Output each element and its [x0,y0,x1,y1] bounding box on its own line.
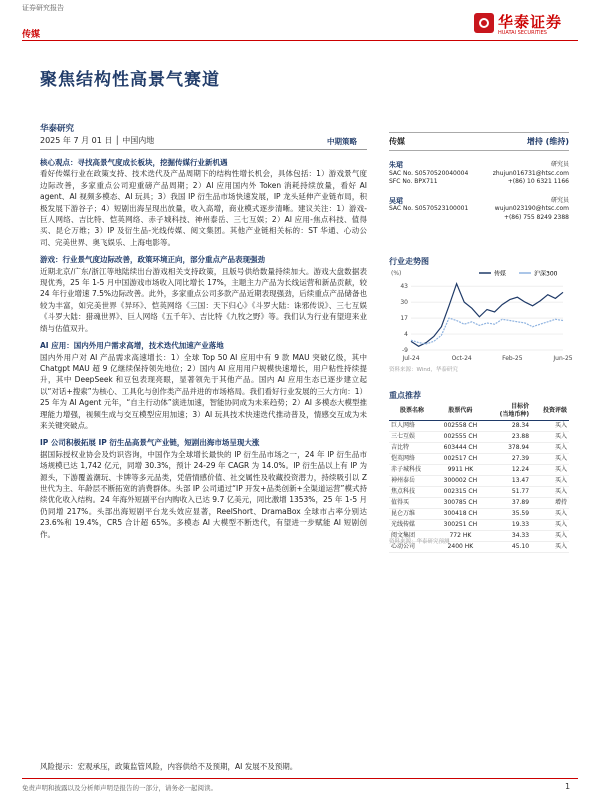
investment-rating: 买入 [531,443,569,454]
col-header-target-bottom: (当地币种) [499,411,530,418]
y-tick-label: -9 [402,347,408,354]
strategy-label: 中期策略 [327,137,357,146]
stock-code: 002555 CH [435,432,486,443]
analyst-sac: SAC No. S0570523100001 [389,205,469,212]
analyst-sfc: SFC No. BPX711 [389,178,438,185]
section-heading-games: 游戏：行业景气度边际改善，政策环境正向，部分重点产品表现强劲 [40,255,265,265]
table-row [389,487,569,498]
stock-name: 昆仑万维 [389,509,435,520]
investment-rating: 买入 [531,509,569,520]
logo-text: 华泰证券 [498,13,563,31]
stock-name: 恺英网络 [389,454,435,465]
investment-rating: 买入 [531,432,569,443]
x-tick-label: Jun-25 [553,355,573,362]
stock-code: 9911 HK [435,465,486,476]
stock-name: 心动公司 [389,542,435,553]
stock-name: 吉比特 [389,443,435,454]
col-header-name: 股票名称 [389,402,435,421]
stock-code: 002558 CH [435,421,486,432]
paragraph-games: 近期北京/广东/浙江等地陆续出台游戏相关支持政策，且版号供给数量持续加大。游戏大盘数据表现优秀，25 年 1-5 月中国游戏市场收入同比增长 17%，主题主力产品为长线运营和新品贡献，较 24 年行业增速 7.5%边际改善。此外，多家重点公司多款产品近期表现强劲，后续重点产品储备也较为丰富，如完美世界《异环》、恺英网络《三国：天下归心》《斗罗大陆：诛邪传说》、三七互娱《斗罗大陆：猎魂世界》、巨人网络《五千年》、吉比特《九牧之野》等。我们认为行业有望迎来业绩与估值双升。 [40,266,367,333]
analyst-name: 吴珺 [389,196,403,205]
y-axis-unit: (%) [391,270,402,277]
report-title: 聚焦结构性高景气赛道 [40,70,220,90]
recommendations-table [389,402,569,553]
investment-rating: 买入 [531,465,569,476]
performance-chart-svg [389,266,573,366]
target-price: 27.39 [486,454,531,465]
chart-source: 资料来源：Wind，华泰研究 [389,367,458,373]
table-row [389,421,569,432]
target-price: 28.34 [486,421,531,432]
analyst-role: 研究员 [550,196,569,204]
col-header-target-top: 目标价 [511,403,530,410]
analyst-email[interactable]: wujun023190@htsc.com [494,205,569,212]
legend-index: 沪深300 [534,270,558,278]
top-divider [22,40,578,41]
series-line-sector [411,284,563,347]
y-tick-label: 43 [400,283,408,291]
series-line-index [411,318,563,344]
stock-code: 300418 CH [435,509,486,520]
target-price: 35.59 [486,509,531,520]
bottom-divider [22,778,578,779]
rating-divider-top [389,132,569,133]
stock-name: 焦点科技 [389,487,435,498]
stock-code: 2400 HK [435,542,486,553]
rating-card [389,132,569,222]
stock-name: 三七互娱 [389,432,435,443]
investment-rating: 买入 [531,487,569,498]
target-price: 19.33 [486,520,531,531]
x-tick-label: Oct-24 [451,355,472,362]
body-text [40,157,367,546]
stock-code: 002517 CH [435,454,486,465]
analyst-role: 研究员 [550,161,569,168]
disclaimer-note: 免责声明和披露以及分析师声明是报告的一部分，请务必一起阅读。 [22,784,217,792]
stock-name: 光线传媒 [389,520,435,531]
table-row [389,443,569,454]
risk-note: 风险提示：宏观承压，政策监管风险，内容供给不及预期，AI 发展不及预期。 [40,762,298,771]
table-row [389,476,569,487]
target-price: 37.89 [486,498,531,509]
target-price: 23.88 [486,432,531,443]
performance-chart [389,266,573,366]
table-row [389,465,569,476]
table-row [389,454,569,465]
stock-name: 值得买 [389,498,435,509]
analyst-email[interactable]: zhujun016731@htsc.com [492,169,569,177]
paragraph-ip: 据国际授权业协会及灼识咨询，中国作为全球增长最快的 IP 衍生品市场之一，24 年 IP 衍生品市场规模已达 1,742 亿元，同增 30.3%，预计 24-29 年 CAGR 为 14.0%。IP 衍生品以上有 IP 为源头，下游覆盖潮玩、卡牌等多元品类，凭借情感价值、社交属性及收藏投资潜力，持续吸引以 Z 世代为主、年龄层不断拓宽的消费群体。头部 IP 公司通过“IP 开发+品类创新+全渠道运营”模式持续优化收入结构。24 年海外短剧平台内购收入已达 9.7 亿美元，同比激增 1353%，25 年 1-5 月仍同增 217%。头部出海短剧平台龙头效应显著，ReelShort、DramaBox 全球市占率分别达 23.6%和 19.4%，CR5 合计超 65%。多模态 AI 大模型不断迭代，有望进一步赋能 AI 短剧创作。 [40,449,367,539]
table-row [389,509,569,520]
target-price: 45.10 [486,542,531,553]
stock-code: 300251 CH [435,520,486,531]
section-tag: 传媒 [22,30,41,40]
target-price: 51.77 [486,487,531,498]
stock-name: 赤子城科技 [389,465,435,476]
research-label: 华泰研究 [40,124,75,134]
table-row [389,520,569,531]
table-source: 资料来源：华泰研究预测 [389,539,450,545]
investment-rating: 买入 [531,421,569,432]
recommendations-title: 重点推荐 [389,391,421,400]
target-price: 34.33 [486,531,531,542]
investment-rating: 增持 [531,498,569,509]
report-type-label: 证券研究报告 [22,4,64,12]
paragraph-ai: 国内外用户对 AI 产品需求高速增长：1）全球 Top 50 AI 应用中有 9 款 MAU 突破亿级，其中 Chatgpt MAU 超 9 亿继续保持领先地位；2）国内 AI 应用用户规模快速增长，用户粘性持续提升，其中 DeepSeek 和豆包表现亮眼，显著领先于其他产品。国内 AI 应用生态已逐步建立起以“对话+搜索”为核心、工具化与创作类产品并进的市场格局。我们看好行业发展的三大方向：1）25 年为 AI Agent 元年，“自主行动体”演进加速，智能协同成为未来趋势；2）AI 多模态大模型推理能力增强，视频生成与交互模型应用加速；3）AI 玩具技术快速迭代推动普及，情感交互成为未来关键突破点。 [40,352,367,430]
x-tick-label: Jul-24 [402,355,420,362]
chart-title: 行业走势图 [389,257,429,266]
industry-name: 传媒 [389,137,405,146]
analyst-block [389,161,569,187]
stock-code: 300785 CH [435,498,486,509]
analyst-sac: SAC No. S0570520040004 [389,169,469,177]
section-heading-ip: IP 公司积极拓展 IP 衍生品高景气产业链，短剧出海市场呈现大涨 [40,438,260,448]
investment-rating: 买入 [531,454,569,465]
logo-text-en: HUATAI SECURITIES [498,30,547,36]
target-price: 378.94 [486,443,531,454]
analyst-name: 朱珺 [389,161,403,169]
col-header-target [486,402,531,421]
stock-code: 002315 CH [435,487,486,498]
stock-name: 巨人网络 [389,421,435,432]
stock-code: 300002 CH [435,476,486,487]
huatai-logo-icon [474,13,494,33]
analyst-block [389,197,569,223]
table-row [389,498,569,509]
investment-rating: 买入 [531,476,569,487]
y-tick-label: 17 [400,315,408,323]
stock-code: 603444 CH [435,443,486,454]
section-heading-core: 核心观点：寻找高景气度成长板块，挖掘传媒行业新机遇 [40,158,228,167]
y-tick-label: 4 [404,331,408,339]
table-row [389,432,569,443]
section-heading-ai: AI 应用：国内外用户需求高增，技术迭代加速产业落地 [40,341,224,351]
target-price: 13.47 [486,476,531,487]
report-date-region: 2025 年 7 月 01 日 │ 中国内地 [40,136,155,145]
col-header-code: 股票代码 [435,402,486,421]
stock-name: 神州泰岳 [389,476,435,487]
x-tick-label: Feb-25 [502,355,523,362]
investment-rating: 买入 [531,520,569,531]
investment-rating: 买入 [531,531,569,542]
investment-rating: 买入 [531,542,569,553]
industry-rating: 增持 (维持) [526,137,569,146]
rating-divider-bottom [389,150,569,151]
page-number: 1 [565,782,571,791]
analyst-phone: +(86) 755 8249 2388 [503,213,569,221]
meta-divider [40,149,367,150]
stock-code: 772 HK [435,531,486,542]
analyst-phone: +(86) 10 6321 1166 [507,178,569,185]
legend-sector: 传媒 [494,270,507,278]
col-header-rating: 投资评级 [531,402,569,421]
y-tick-label: 30 [400,299,408,307]
paragraph-core: 看好传媒行业在政策支持、技术迭代及产品周期下的结构性增长机会，具体包括：1）游戏景气度边际改善，多家重点公司迎重磅产品周期；2）AI 应用国内外 Token 消耗持续放量，看好 AI agent、AI 视频多模态、AI 玩具；3）我国 IP 衍生品市场快速发展，IP 龙头延伸产业链布局，积极发展下游谷子；4）短剧出海呈现出放量，收入高增，商业模式逐步清晰。建议关注：1）游戏-巨人网络、吉比特、恺英网络、赤子城科技、神州泰岳、三七互娱；2）AI 应用-焦点科技、值得买、昆仑万维；3）IP 及衍生品-光线传媒、阅文集团。其他产业链相关标的：ST 华通、心动公司、完美世界、奥飞娱乐、上海电影等。 [40,169,367,247]
stock-name: 阅文集团 [389,531,435,542]
target-price: 12.24 [486,465,531,476]
